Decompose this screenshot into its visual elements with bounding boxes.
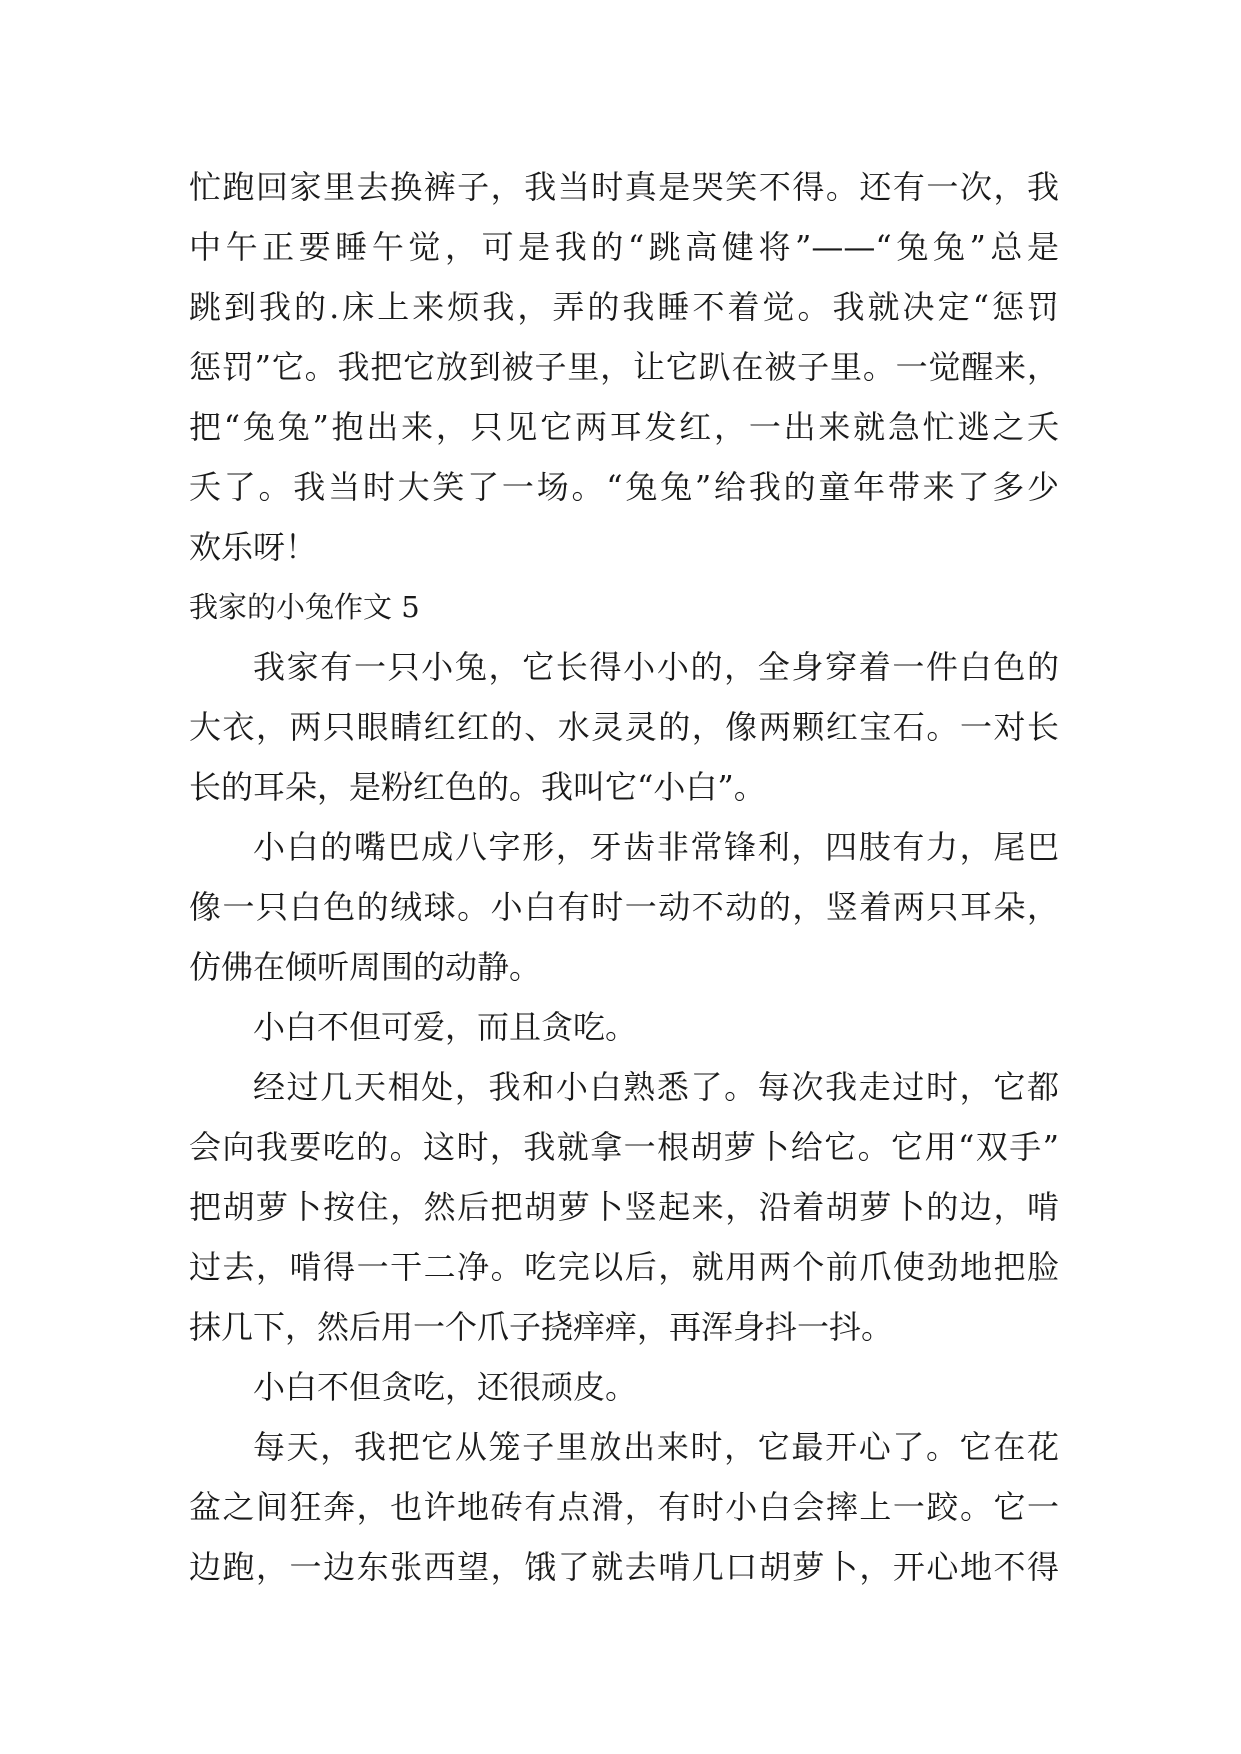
paragraph-2 (189, 817, 1059, 997)
text-line: 惩罚”它。我把它放到被子里，让它趴在被子里。一觉醒来， (189, 348, 1059, 386)
text-line: 忙跑回家里去换裤子，我当时真是哭笑不得。还有一次，我 (189, 168, 1059, 206)
paragraph-continued (189, 157, 1059, 577)
paragraph-3 (189, 997, 1059, 1057)
text-line: 仿佛在倾听周围的动静。 (189, 948, 542, 986)
paragraph-4 (189, 1057, 1059, 1357)
text-line: 欢乐呀！ (189, 528, 318, 566)
text-line: 小白的嘴巴成八字形，牙齿非常锋利，四肢有力，尾巴 (253, 828, 1059, 866)
paragraph-5 (189, 1357, 1059, 1417)
section-title: 我家的小兔作文 5 (189, 590, 420, 624)
paragraph-1 (189, 637, 1059, 817)
document-body (189, 157, 1059, 1597)
text-line: 像一只白色的绒球。小白有时一动不动的，竖着两只耳朵， (189, 888, 1059, 926)
text-line: 每天，我把它从笼子里放出来时，它最开心了。它在花 (253, 1428, 1059, 1466)
text-line: 大衣，两只眼睛红红的、水灵灵的，像两颗红宝石。一对长 (189, 708, 1059, 746)
text-line: 我家有一只小兔，它长得小小的，全身穿着一件白色的 (253, 648, 1059, 686)
text-line: 长的耳朵，是粉红色的。我叫它“小白”。 (189, 768, 766, 806)
text-line: 跳到我的.床上来烦我，弄的我睡不着觉。我就决定“惩罚 (189, 288, 1059, 326)
text-line: 把胡萝卜按住，然后把胡萝卜竖起来，沿着胡萝卜的边，啃 (189, 1188, 1059, 1226)
text-line: 中午正要睡午觉，可是我的“跳高健将”——“兔兔”总是 (189, 228, 1059, 266)
text-line: 盆之间狂奔，也许地砖有点滑，有时小白会摔上一跤。它一 (189, 1488, 1059, 1526)
text-line: 把“兔兔”抱出来，只见它两耳发红，一出来就急忙逃之夭 (189, 408, 1059, 446)
text-line: 经过几天相处，我和小白熟悉了。每次我走过时，它都 (253, 1068, 1059, 1106)
text-line: 过去，啃得一干二净。吃完以后，就用两个前爪使劲地把脸 (189, 1248, 1059, 1286)
text-line: 抹几下，然后用一个爪子挠痒痒，再浑身抖一抖。 (189, 1308, 894, 1346)
text-line: 夭了。我当时大笑了一场。“兔兔”给我的童年带来了多少 (189, 468, 1059, 506)
text-line: 会向我要吃的。这时，我就拿一根胡萝卜给它。它用“双手” (189, 1128, 1059, 1166)
text-line: 小白不但贪吃，还很顽皮。 (253, 1368, 638, 1406)
paragraph-6 (189, 1417, 1059, 1597)
text-line: 小白不但可爱，而且贪吃。 (253, 1008, 638, 1046)
text-line: 边跑，一边东张西望，饿了就去啃几口胡萝卜，开心地不得 (189, 1548, 1059, 1586)
